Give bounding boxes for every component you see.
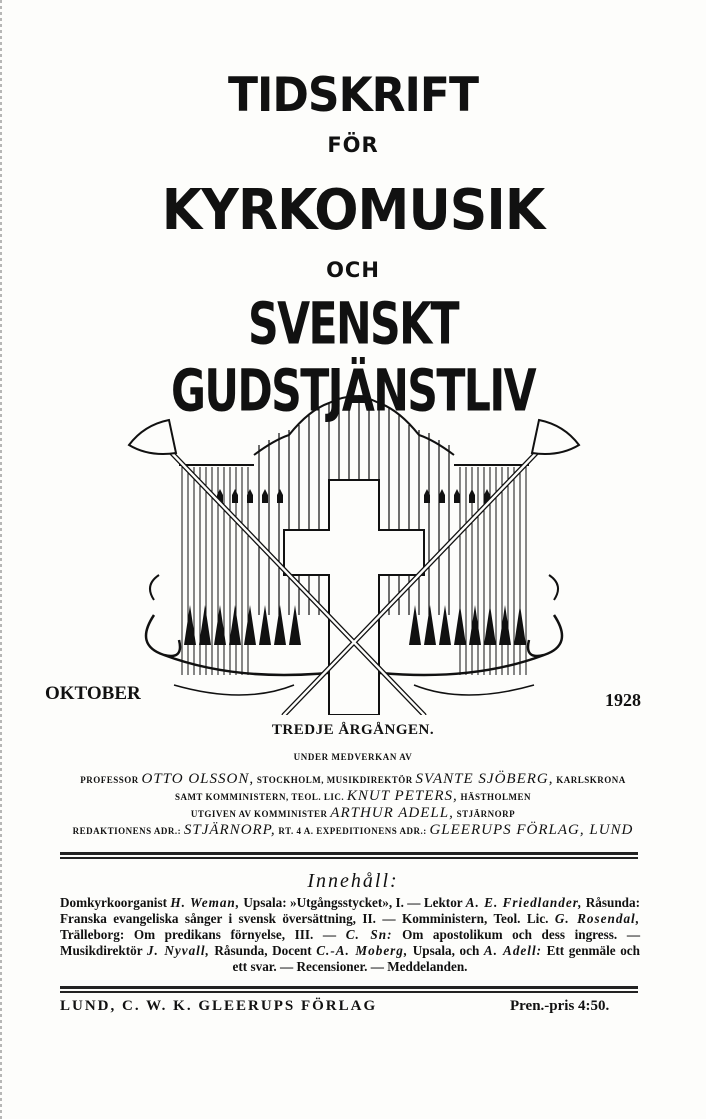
contents-author: A. E. Friedlander,	[465, 895, 583, 910]
credit-text: REDAKTIONENS ADR.:	[72, 826, 184, 836]
contents-heading: Innehåll:	[307, 870, 399, 892]
credit-text: KARLSKRONA	[553, 775, 626, 785]
contents-text: Råsunda: Franska evangeliska sånger i svensk översättning, II. — Komministern, Teol. Lic.	[60, 895, 640, 926]
credit-text: SAMT KOMMINISTERN, TEOL. LIC.	[174, 792, 347, 802]
contents-author: C.-A. Moberg,	[316, 943, 409, 958]
credit-text: STOCKHOLM, MUSIKDIREKTÖR	[254, 775, 416, 785]
credit-name: SVANTE SJÖBERG,	[415, 771, 554, 787]
contents-author: J. Nyvall,	[146, 943, 210, 958]
credit-name: ARTHUR ADELL,	[330, 805, 454, 821]
subscription-price: Pren.-pris 4:50.	[510, 998, 610, 1014]
credit-name: STJÄRNORP,	[183, 822, 276, 838]
organ-pipes-cross-trumpets-icon	[124, 385, 584, 715]
credit-text: PROFESSOR	[80, 775, 142, 785]
page-edge	[0, 0, 2, 1119]
credits-row-1	[0, 771, 706, 788]
issue-month: OKTOBER	[45, 683, 141, 704]
divider-rule	[60, 852, 638, 859]
publisher-line: LUND, C. W. K. GLEERUPS FÖRLAG	[60, 998, 378, 1014]
contents-author: G. Rosendal,	[554, 911, 640, 926]
credit-name: KNUT PETERS,	[346, 788, 458, 804]
contents-text: Upsala, och	[408, 943, 484, 958]
masthead-svenskt-gudstjanstliv: SVENSKT GUDSTJÄNSTLIV	[171, 290, 535, 426]
masthead-for: FÖR	[327, 133, 379, 157]
issue-year: 1928	[605, 690, 641, 710]
contents-text: Om apostolikum och dess ingress. — Musikdirektör	[60, 927, 641, 958]
credit-name: OTTO OLSSON,	[141, 771, 255, 787]
contents-text: Ett genmäle och ett svar. — Recensioner. — Meddelanden.	[232, 943, 640, 974]
contents-text: Råsunda, Docent	[209, 943, 317, 958]
credits-row-2	[0, 788, 706, 805]
contents-body	[60, 895, 640, 975]
credit-text: RT. 4 A. EXPEDITIONENS ADR.:	[275, 826, 430, 836]
masthead-kyrkomusik: KYRKOMUSIK	[161, 178, 545, 243]
credit-text: STJÄRNORP	[453, 809, 516, 819]
credit-name: GLEERUPS FÖRLAG, LUND	[429, 822, 634, 838]
credit-text: UTGIVEN AV KOMMINISTER	[190, 809, 331, 819]
credit-text: HÄSTHOLMEN	[457, 792, 532, 802]
contents-author: H. Weman,	[170, 895, 241, 910]
credits-row-3	[0, 805, 706, 822]
contents-text: Domkyrkoorganist	[60, 895, 171, 910]
contents-text: Upsala: »Utgångsstycket», I. — Lektor	[240, 895, 466, 910]
masthead-och: OCH	[326, 258, 380, 282]
contents-author: A. Adell:	[483, 943, 543, 958]
credits-row-4	[0, 822, 706, 839]
divider-rule	[60, 986, 638, 993]
masthead-title: TIDSKRIFT	[227, 67, 478, 124]
contents-author: C. Sn:	[345, 927, 393, 942]
volume-label: TREDJE ÅRGÅNGEN.	[271, 722, 435, 738]
collaboration-intro: UNDER MEDVERKAN AV	[293, 752, 413, 762]
contents-text: Trälleborg: Om predikans förnyelse, III. —	[60, 927, 346, 942]
